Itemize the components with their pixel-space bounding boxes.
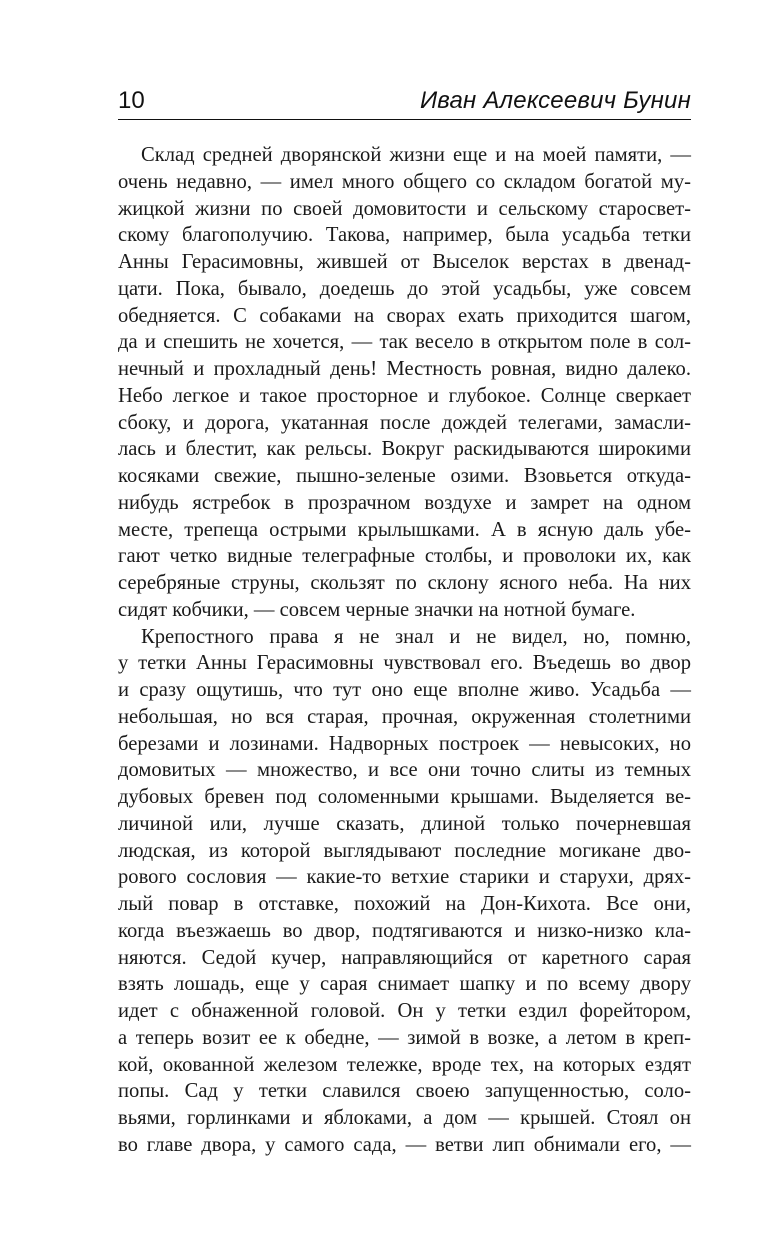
- text-line: людская, из которой выглядывают последние могикане дво-: [118, 839, 691, 862]
- text-line: дубовых бревен под соломенными крышами. Выделяется ве-: [118, 786, 691, 808]
- text-line: березами и лозинами. Надворных построек — невысоких, но: [118, 732, 691, 755]
- text-line: во главе двора, у самого сада, — ветви лип обнимали его, —: [118, 1133, 691, 1156]
- text-line: нечный и прохладный день! Местность ровная, видно далеко.: [118, 358, 691, 380]
- text-line: а теперь возит ее к обедне, — зимой в возке, а летом в креп-: [118, 1026, 691, 1049]
- text-line: когда въезжаешь во двор, подтягиваются и низко-низко кла-: [118, 919, 691, 942]
- text-line: цати. Пока, бывало, доедешь до этой усадьбы, уже совсем: [118, 277, 691, 300]
- text-line: сидят кобчики, — совсем черные значки на нотной бумаге.: [118, 598, 636, 621]
- text-line: да и спешить не хочется, — так весело в открытом поле в сол-: [118, 331, 691, 354]
- text-line: месте, трепеща острыми крылышками. А в ясную даль убе-: [118, 518, 691, 541]
- text-line: Крепостного права я не знал и не видел, но, помню,: [141, 625, 691, 648]
- text-line: личиной или, лучше сказать, длиной только почерневшая: [118, 812, 691, 835]
- page-number: 10: [118, 87, 145, 114]
- text-line: взять лошадь, еще у сарая снимает шапку и по всему двору: [118, 973, 691, 996]
- text-line: попы. Сад у тетки славился своею запущенностью, соло-: [118, 1080, 691, 1103]
- text-line: кой, окованной железом тележке, вроде тех, на которых ездят: [118, 1053, 691, 1076]
- text-line: серебряные струны, скользят по склону ясного неба. На них: [118, 572, 691, 594]
- text-line: очень недавно, — имел много общего со складом богатой му-: [118, 170, 691, 193]
- text-line: нибудь ястребок в прозрачном воздухе и замрет на одном: [118, 491, 691, 514]
- running-head: [118, 86, 691, 120]
- text-line: и сразу ощутишь, что тут оно еще вполне живо. Усадьба —: [118, 679, 691, 701]
- text-line: у тетки Анны Герасимовны чувствовал его. Въедешь во двор: [118, 652, 691, 675]
- text-line: небольшая, но вся старая, прочная, окруженная столетними: [118, 705, 691, 728]
- text-line: обедняется. С собаками на сворах ехать приходится шагом,: [118, 304, 691, 327]
- text-line: няются. Седой кучер, направляющийся от каретного сарая: [118, 946, 691, 969]
- text-line: скому благополучию. Такова, например, была усадьба тетки: [118, 224, 691, 247]
- paragraph: [118, 624, 691, 1159]
- text-line: лась и блестит, как рельсы. Вокруг раскидываются широкими: [118, 438, 691, 461]
- text-line: вьями, горлинками и яблоками, а дом — крышей. Стоял он: [118, 1107, 691, 1129]
- text-line: жицкой жизни по своей домовитости и сельскому старосвет-: [118, 197, 691, 220]
- text-line: домовитых — множество, и все они точно слиты из темных: [118, 759, 691, 782]
- running-head-author: Иван Алексеевич Бунин: [419, 87, 691, 114]
- text-line: рового сословия — какие-то ветхие старики и старухи, дрях-: [118, 866, 691, 889]
- text-line: идет с обнаженной головой. Он у тетки ездил форейтором,: [118, 1000, 691, 1022]
- text-line: Анны Герасимовны, жившей от Выселок верстах в двенад-: [118, 251, 691, 273]
- text-line: гают четко видные телеграфные столбы, и проволоки их, как: [118, 545, 691, 568]
- header-rule: [118, 119, 691, 120]
- text-line: лый повар в отставке, похожий на Дон-Кихота. Все они,: [118, 893, 691, 915]
- body-text: [118, 142, 691, 1159]
- text-line: Склад средней дворянской жизни еще и на моей памяти, —: [141, 144, 691, 166]
- text-line: сбоку, и дорога, укатанная после дождей телегами, замасли-: [118, 411, 691, 434]
- paragraph: [118, 142, 691, 624]
- text-line: Небо легкое и такое просторное и глубокое. Солнце сверкает: [118, 384, 691, 407]
- text-line: косяками свежие, пышно-зеленые озими. Взовьется откуда-: [118, 465, 691, 487]
